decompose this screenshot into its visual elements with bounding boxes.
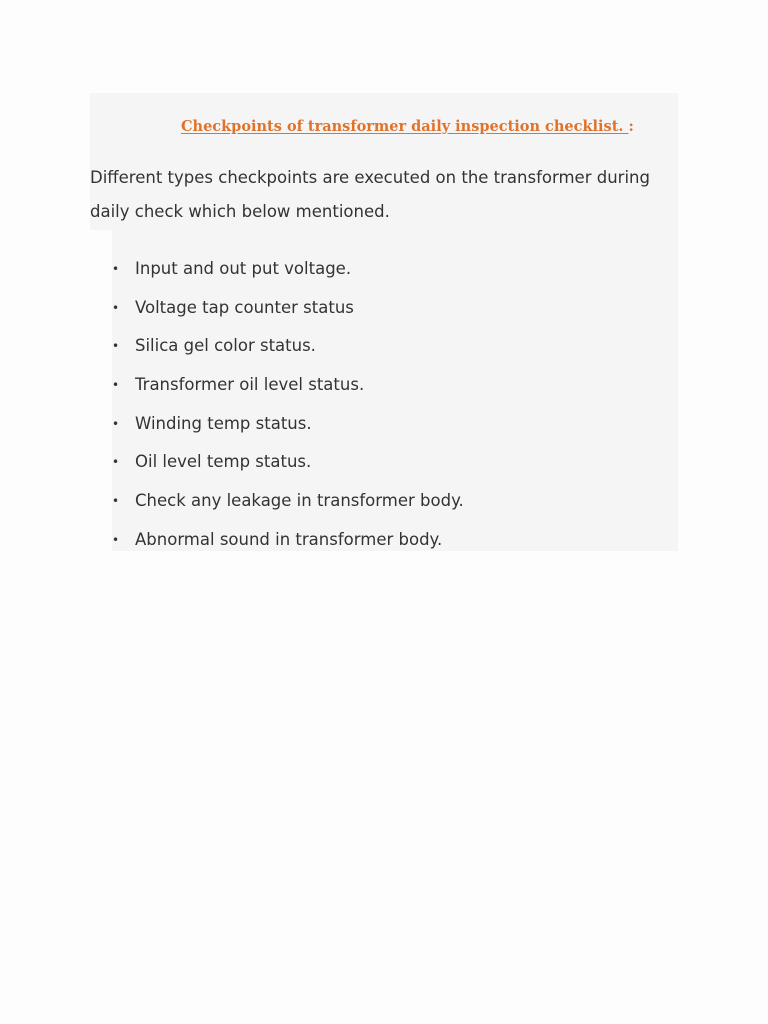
bullet-icon: • <box>112 262 120 276</box>
list-item-text: Abnormal sound in transformer body. <box>135 529 443 549</box>
bullet-icon: • <box>112 378 120 393</box>
bullet-icon: • <box>112 532 120 547</box>
list-item-text: Transformer oil level status. <box>135 375 365 395</box>
list-item <box>112 521 464 560</box>
list-item-text: Check any leakage in transformer body. <box>135 491 464 511</box>
list-item-text: Oil level temp status. <box>135 452 312 472</box>
list-item-text: Input and out put voltage. <box>135 259 352 278</box>
list-item <box>112 482 464 521</box>
page-heading <box>181 116 634 138</box>
list-item <box>112 250 464 289</box>
list-item <box>112 405 464 444</box>
intro-paragraph: Different types checkpoints are executed on the transformer during daily check which below mentioned. <box>90 168 650 221</box>
list-item <box>112 443 464 482</box>
bullet-icon: • <box>112 416 120 431</box>
bullet-icon: • <box>112 455 120 470</box>
bullet-icon: • <box>112 300 120 315</box>
checklist <box>112 250 464 560</box>
bullet-icon: • <box>112 339 120 354</box>
heading-suffix: : <box>628 118 634 135</box>
list-item-text: Voltage tap counter status <box>135 297 354 317</box>
list-item <box>112 289 464 328</box>
list-item <box>112 327 464 366</box>
bullet-icon: • <box>112 494 120 509</box>
list-item-text: Winding temp status. <box>135 413 312 433</box>
list-item-text: Silica gel color status. <box>135 336 316 356</box>
list-item <box>112 366 464 405</box>
heading-link[interactable]: Checkpoints of transformer daily inspection checklist. <box>181 118 629 135</box>
